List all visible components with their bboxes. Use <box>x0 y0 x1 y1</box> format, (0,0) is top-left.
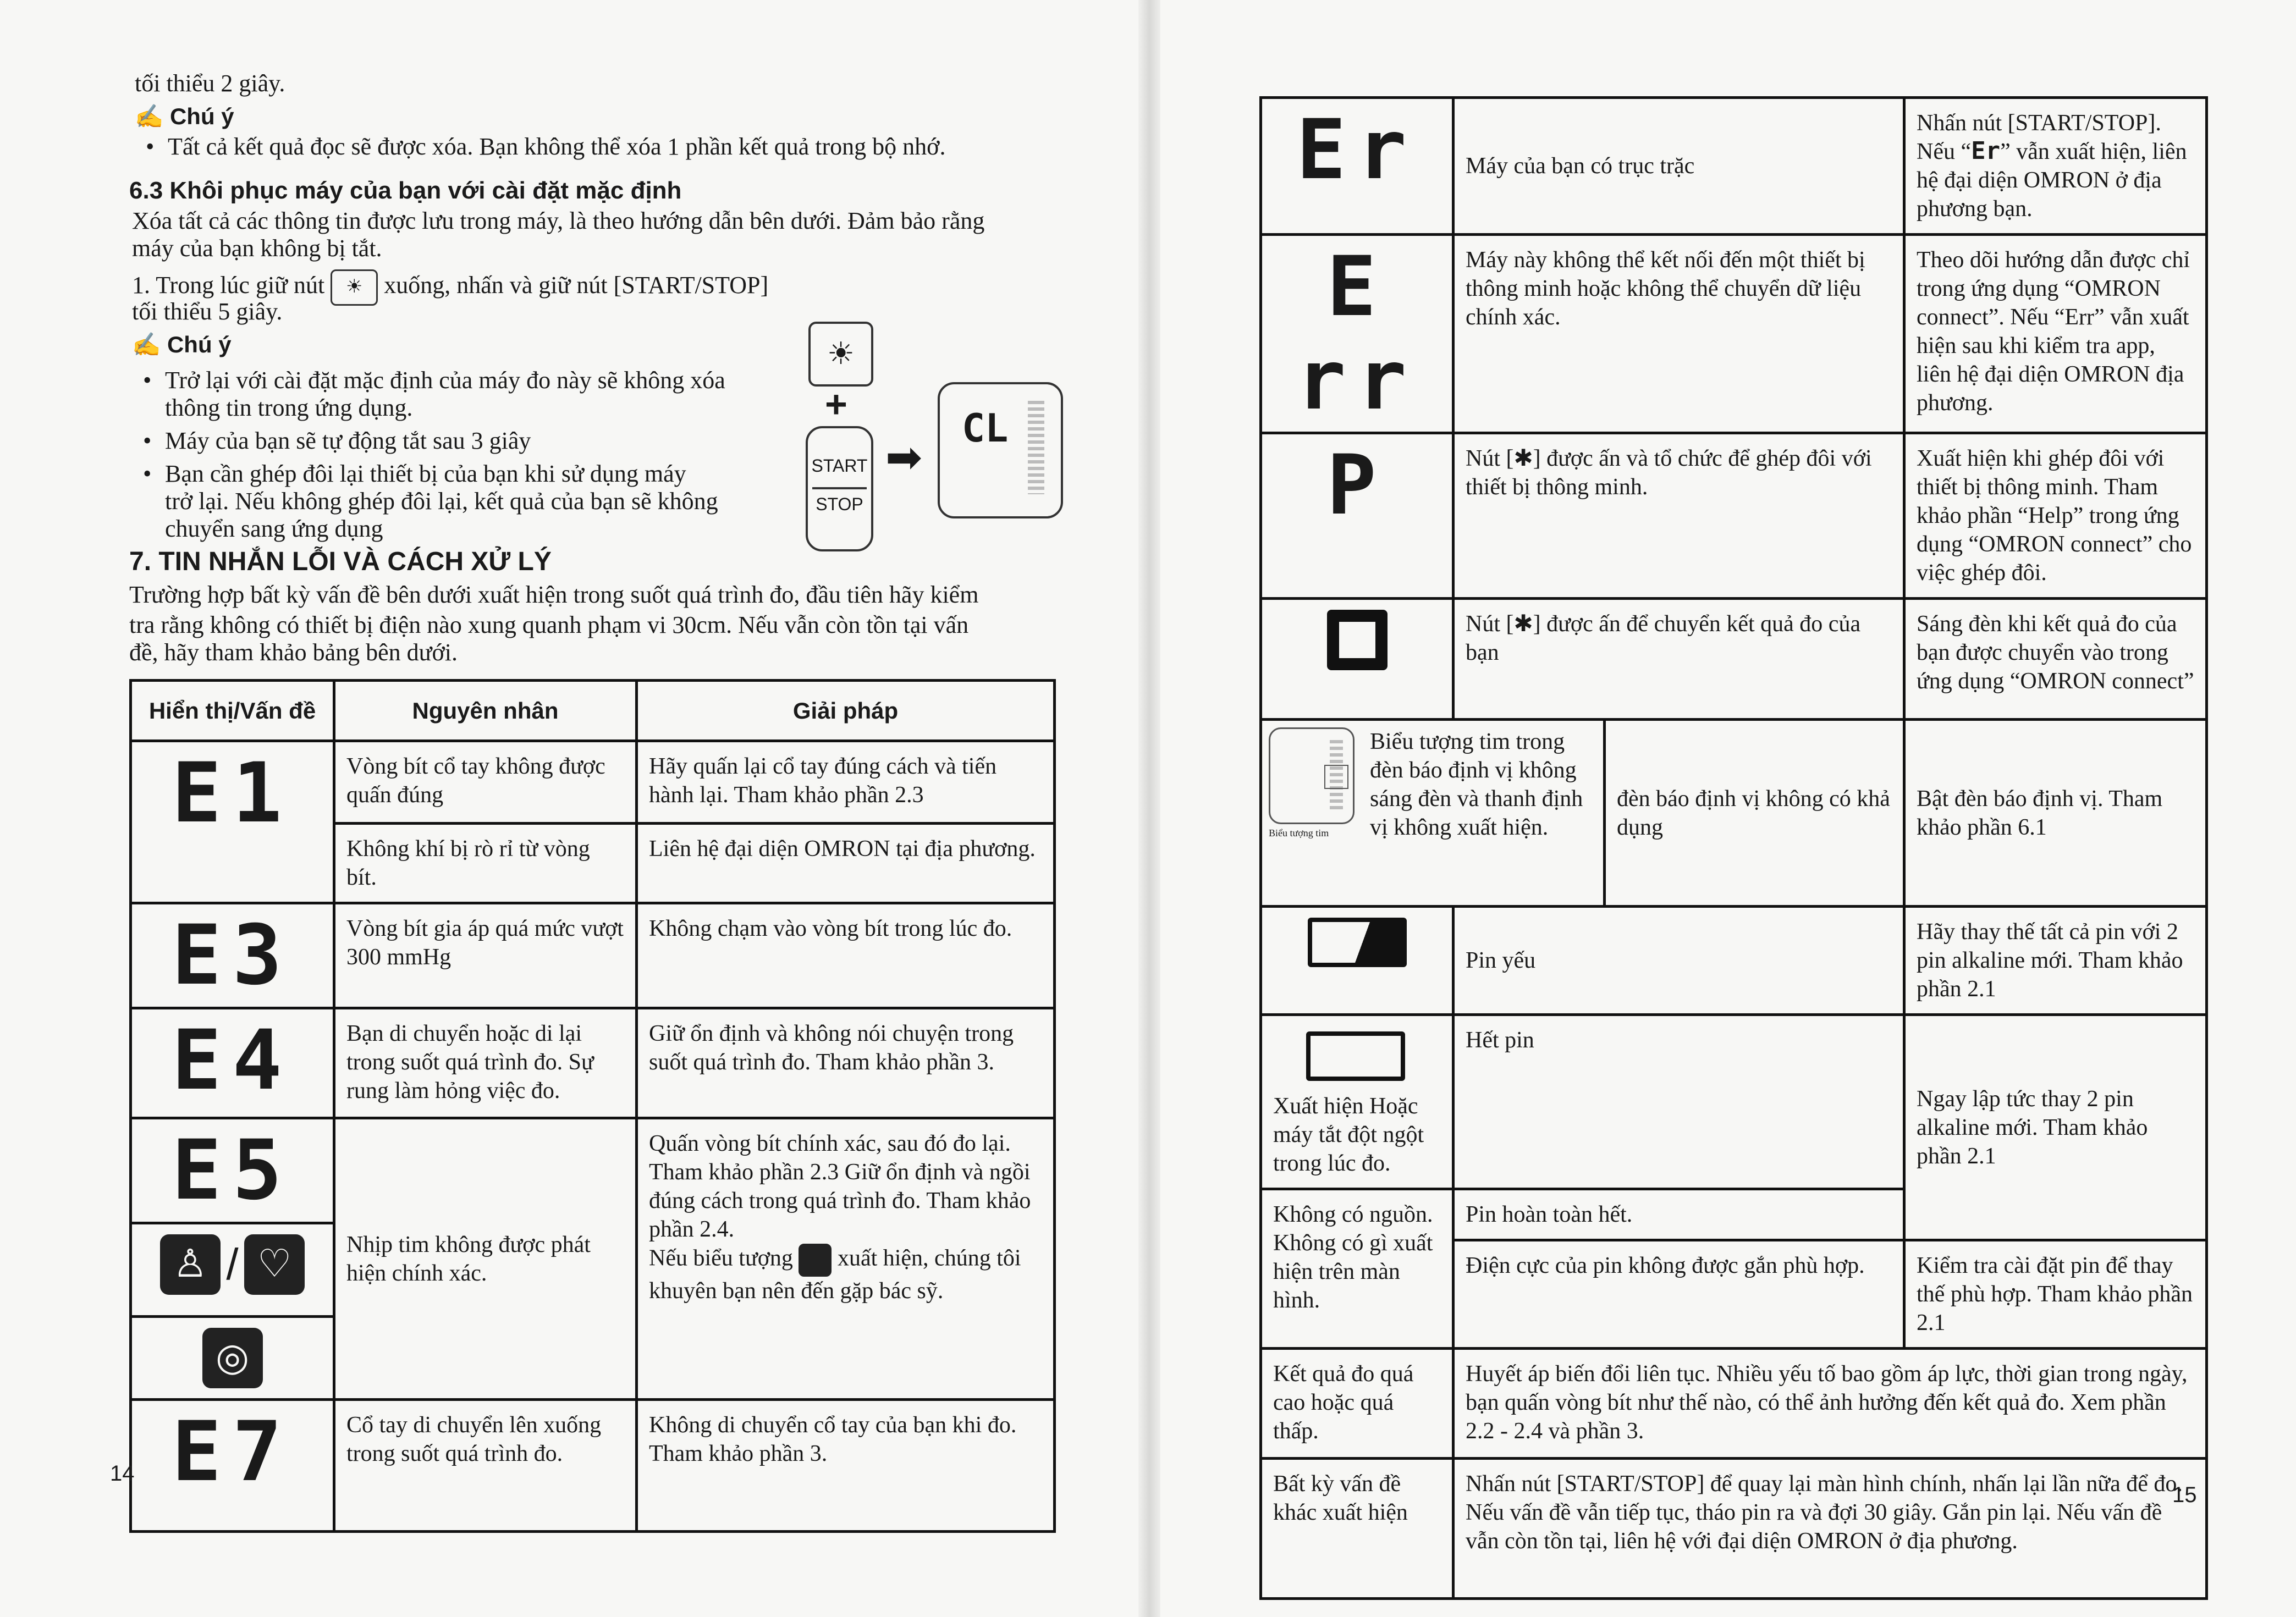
page-number: 14 <box>110 1461 135 1486</box>
solution-cell: Xuất hiện khi ghép đôi với thiết bị thông minh. Tham khảo phần “Help” trong ứng dụng “OMRON connect” cho việc ghép đôi. <box>1904 433 2207 599</box>
transfer-square-icon <box>1327 610 1387 670</box>
icon-caption: Biểu tượng tim <box>1269 827 1329 838</box>
note-title: ✍ Chú ý <box>132 332 232 357</box>
start-label: START <box>811 456 868 476</box>
positioning-issue-cell <box>1261 720 1605 907</box>
error-code-er: Er <box>1261 98 1453 235</box>
solution-cell: Giữ ổn định và không nói chuyện trong suốt quá trình đo. Tham khảo phần 3. <box>637 1008 1055 1118</box>
solution-cell: Quấn vòng bít chính xác, sau đó đo lại. Tham khảo phần 2.3 Giữ ổn định và ngồi đúng cách trong quá trình đo. Tham khảo phần 2.4. Nếu biểu tượng xuất hiện, chúng tôi khuyên bạn nên đến gặp bác sỹ. <box>637 1118 1055 1400</box>
inline-code: Er <box>1971 137 2001 165</box>
cause-cell: Điện cực của pin không được gắn phù hợp. <box>1453 1240 1904 1349</box>
cause-cell: Nút [✱] được ấn và tổ chức để ghép đôi với thiết bị thông minh. <box>1453 433 1904 599</box>
error-code-err: E rr <box>1261 235 1453 433</box>
left-page <box>0 0 1138 1617</box>
low-battery-icon <box>1308 918 1407 967</box>
step-line: tối thiểu 5 giây. <box>132 298 283 325</box>
error-table-left <box>129 679 1056 1533</box>
cause-cell: Hết pin <box>1453 1015 1904 1189</box>
header-cause: Nguyên nhân <box>334 681 637 741</box>
note-item: • Bạn cần ghép đôi lại thiết bị của bạn khi sử dụng máy <box>165 459 686 489</box>
section-title: 6.3 Khôi phục máy của bạn với cài đặt mặc định <box>129 177 682 204</box>
body-line: máy của bạn không bị tắt. <box>132 235 382 262</box>
cause-cell: đèn báo định vị không có khả dụng <box>1605 720 1904 907</box>
solution-cell: Bật đèn báo định vị. Tham khảo phần 6.1 <box>1904 720 2207 907</box>
solution-cell: Kiểm tra cài đặt pin để thay thế phù hợp. Tham khảo phần 2.1 <box>1904 1240 2207 1349</box>
error-code-e1: E1 <box>131 741 334 903</box>
cause-cell: Pin yếu <box>1453 907 1904 1015</box>
header-solution: Giải pháp <box>637 681 1055 741</box>
irregular-heartbeat-icon <box>799 1244 832 1277</box>
cause-cell: Máy của bạn có trục trặc <box>1453 98 1904 235</box>
cause-cell: Không khí bị rò rỉ từ vòng bít. <box>334 824 637 903</box>
body-movement-icon: ♙ <box>160 1234 221 1295</box>
error-code-e7: E7 <box>131 1400 334 1532</box>
body-line: Xóa tất cả các thông tin được lưu trong máy, là theo hướng dẫn bên dưới. Đảm bảo rằng <box>132 207 985 234</box>
cause-cell: Vòng bít gia áp quá mức vượt 300 mmHg <box>334 903 637 1008</box>
cause-cell: Nhịp tim không được phát hiện chính xác. <box>334 1118 637 1400</box>
note-item: • Máy của bạn sẽ tự động tắt sau 3 giây <box>165 426 531 456</box>
note-item: • Trở lại với cài đặt mặc định của máy đo này sẽ không xóa <box>165 366 725 395</box>
solution-cell: Theo dõi hướng dẫn được chỉ trong ứng dụng “OMRON connect”. Nếu “Err” vẫn xuất hiện sau khi kiểm tra app, liên hệ đại diện OMRON địa phương. <box>1904 235 2207 433</box>
stop-label: STOP <box>816 494 863 514</box>
body-line: tra rằng không có thiết bị điện nào xung quanh phạm vi 30cm. Nếu vẫn còn tồn tại vấn <box>129 611 969 638</box>
cause-cell: Nút [✱] được ấn để chuyển kết quả đo của bạn <box>1453 599 1904 720</box>
solution-cell: Nhấn nút [START/STOP] để quay lại màn hình chính, nhấn lại lần nữa để đo. Nếu vấn đề vẫn tiếp tục, tháo pin ra và đợi 30 giây. Gắn pin lại. Nếu vấn đề vẫn còn tồn tại, liên hệ với đại diện OMRON ở địa phương. <box>1453 1459 2207 1599</box>
note-item: • Tất cả kết quả đọc sẽ được xóa. Bạn không thể xóa 1 phần kết quả trong bộ nhớ. <box>168 132 945 162</box>
book-gutter <box>1138 0 1160 1617</box>
start-stop-button <box>806 426 873 551</box>
reset-diagram <box>803 322 1067 553</box>
positioning-display-icon <box>1269 727 1355 824</box>
slash: / <box>226 1240 239 1289</box>
section-title: 7. TIN NHẮN LỖI VÀ CÁCH XỬ LÝ <box>129 547 552 576</box>
solution-cell: Nhấn nút [START/STOP]. Nếu “Er” vẫn xuất hiện, liên hệ đại diện OMRON ở địa phương bạn. <box>1904 98 2207 235</box>
note-title: ✍ Chú ý <box>135 103 234 129</box>
solution-cell: Hãy quấn lại cổ tay đúng cách và tiến hành lại. Tham khảo phần 2.3 <box>637 741 1055 824</box>
intro-line: tối thiểu 2 giây. <box>135 70 285 97</box>
status-icons-cell <box>131 1223 334 1317</box>
error-code-e3: E3 <box>131 903 334 1008</box>
sun-button-icon: ☀ <box>331 269 378 306</box>
error-code-e4: E4 <box>131 1008 334 1118</box>
error-code-e5: E5 <box>131 1118 334 1223</box>
solution-cell: Ngay lập tức thay 2 pin alkaline mới. Tham khảo phần 2.1 <box>1904 1015 2207 1240</box>
issue-desc: Biểu tượng tim trong đèn báo định vị không sáng đèn và thanh định vị không xuất hiện. <box>1370 729 1583 840</box>
issue-cell: Kết quả đo quá cao hoặc quá thấp. <box>1261 1349 1453 1459</box>
issue-cell: Bất kỳ vấn đề khác xuất hiện <box>1261 1459 1453 1599</box>
low-battery-cell <box>1261 907 1453 1015</box>
note-item-cont: trở lại. Nếu không ghép đôi lại, kết quả của bạn sẽ không <box>165 488 718 515</box>
cause-cell: Pin hoàn toàn hết. <box>1453 1189 1904 1240</box>
cause-cell: Máy này không thể kết nối đến một thiết bị thông minh hoặc không thể chuyển dữ liệu chính xác. <box>1453 235 1904 433</box>
display-text: CL <box>962 406 1009 451</box>
note-icon: ✍ <box>132 332 167 357</box>
status-icons-cell <box>131 1317 334 1400</box>
body-line: Trường hợp bất kỳ vấn đề bên dưới xuất hiện trong suốt quá trình đo, đầu tiên hãy kiểm <box>129 581 979 608</box>
solution-cell: Không chạm vào vòng bít trong lúc đo. <box>637 903 1055 1008</box>
plus-sign: + <box>825 383 847 426</box>
solution-cell: Huyết áp biến đổi liên tục. Nhiều yếu tố bao gồm áp lực, thời gian trong ngày, bạn quấn vòng bít như thế nào, có thể ảnh hưởng đến kết quả đo. Xem phần 2.2 - 2.4 và phần 3. <box>1453 1349 2207 1459</box>
note-item-cont: thông tin trong ứng dụng. <box>165 394 413 421</box>
cause-cell: Cổ tay di chuyển lên xuống trong suốt quá trình đo. <box>334 1400 637 1532</box>
page-number: 15 <box>2172 1483 2197 1507</box>
cause-cell: Vòng bít cổ tay không được quấn đúng <box>334 741 637 824</box>
arrow-right-icon: ➡ <box>885 434 923 482</box>
cuff-wrap-icon: ◎ <box>202 1328 263 1388</box>
error-code-p: P <box>1261 433 1453 599</box>
irregular-heartbeat-icon: ♡ <box>244 1234 305 1295</box>
issue-cell: Xuất hiện Hoặc máy tắt đột ngột trong lúc đo. <box>1261 1015 1453 1189</box>
header-display: Hiển thị/Vấn đề <box>131 681 334 741</box>
solution-cell: Liên hệ đại diện OMRON tại địa phương. <box>637 824 1055 903</box>
solution-cell: Sáng đèn khi kết quả đo của bạn được chuyển vào trong ứng dụng “OMRON connect” <box>1904 599 2207 720</box>
note-item-cont: chuyển sang ứng dụng <box>165 515 383 542</box>
empty-battery-icon <box>1306 1031 1405 1081</box>
body-line: đề, hãy tham khảo bảng bên dưới. <box>129 639 458 666</box>
sun-button-icon: ☀ <box>808 322 873 387</box>
error-table-right <box>1259 96 2208 1600</box>
transfer-indicator <box>1261 599 1453 720</box>
device-display <box>938 382 1063 518</box>
solution-cell: Hãy thay thế tất cả pin với 2 pin alkaline mới. Tham khảo phần 2.1 <box>1904 907 2207 1015</box>
note-icon: ✍ <box>135 103 170 129</box>
solution-cell: Không di chuyển cổ tay của bạn khi đo. Tham khảo phần 3. <box>637 1400 1055 1532</box>
right-page <box>1160 0 2296 1617</box>
cause-cell: Bạn di chuyển hoặc di lại trong suốt quá trình đo. Sự rung làm hỏng việc đo. <box>334 1008 637 1118</box>
step-line: 1. Trong lúc giữ nút ☀ xuống, nhấn và giữ nút [START/STOP] <box>132 269 768 306</box>
issue-cell: Không có nguồn. Không có gì xuất hiện trên màn hình. <box>1261 1189 1453 1349</box>
